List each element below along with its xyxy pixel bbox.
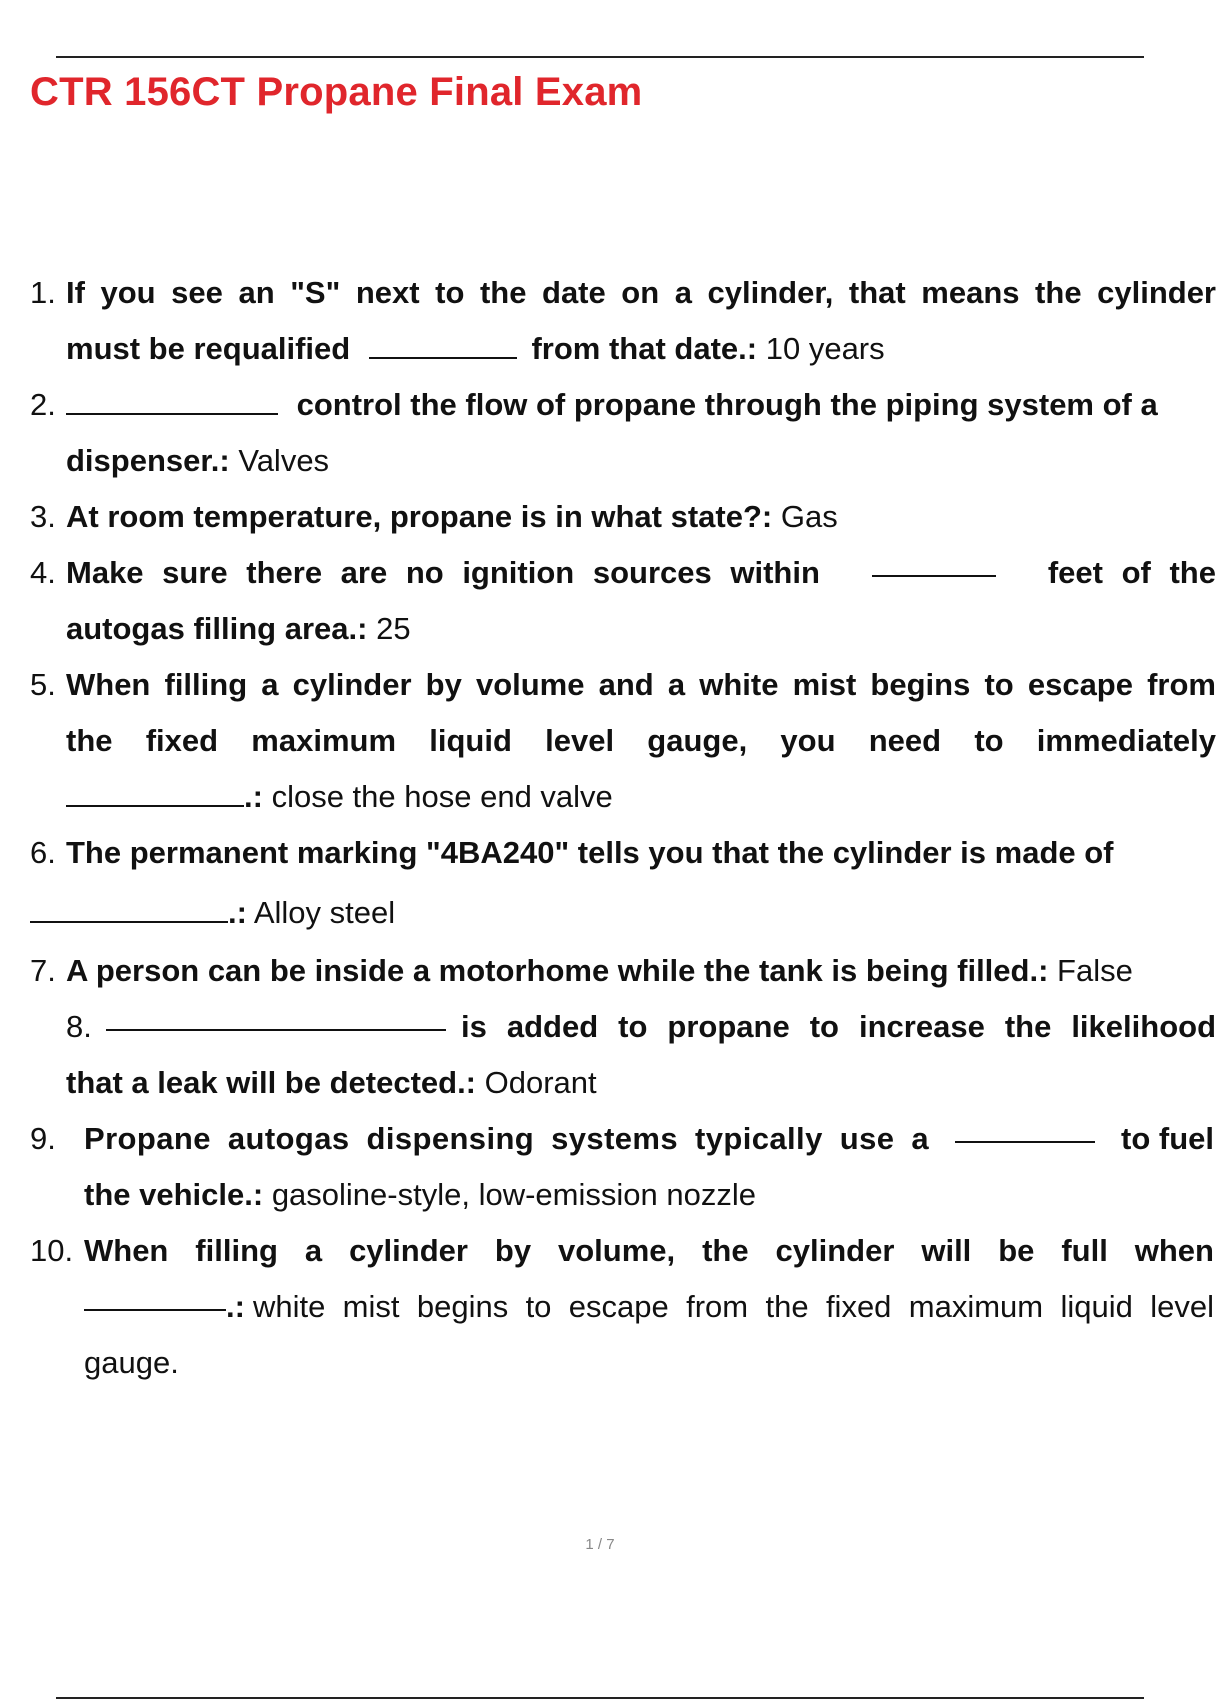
question-2 xyxy=(0,377,1200,489)
answer-text: Odorant xyxy=(484,1065,597,1100)
question-7 xyxy=(0,943,1200,999)
question-stem: dispenser.: xyxy=(66,443,230,478)
question-stem: must be requalified xyxy=(66,331,351,366)
question-stem: the vehicle.: xyxy=(84,1177,264,1212)
question-8 xyxy=(0,999,1216,1111)
question-stem: If you see an "S" next to the date on a cylinder, that means the cylinder xyxy=(66,275,1216,310)
question-stem: .: xyxy=(228,895,247,930)
question-stem: to fuel xyxy=(1121,1121,1214,1156)
question-stem: When filling a cylinder by volume and a white mist begins to escape from xyxy=(66,667,1216,702)
question-stem: from that date.: xyxy=(531,331,758,366)
question-stem: At room temperature, propane is in what state?: xyxy=(66,499,773,534)
question-5 xyxy=(0,657,1216,825)
question-stem: Make sure there are no ignition sources within xyxy=(66,555,820,590)
header-rule xyxy=(56,56,1144,58)
question-number: 1. xyxy=(30,275,56,310)
question-stem: Propane autogas dispensing systems typically use a xyxy=(84,1121,929,1156)
question-10 xyxy=(0,1223,1214,1391)
answer-text: white mist begins to escape from the fixed maximum liquid level xyxy=(252,1289,1214,1324)
answer-blank xyxy=(955,1111,1095,1143)
answer-blank xyxy=(106,999,446,1031)
question-number: 5. xyxy=(30,667,56,702)
question-number: 7. xyxy=(30,953,56,988)
question-stem: When filling a cylinder by volume, the cylinder will be full when xyxy=(84,1233,1214,1268)
question-1 xyxy=(0,265,1216,377)
answer-text: Gas xyxy=(780,499,838,534)
question-stem: that a leak will be detected.: xyxy=(66,1065,477,1100)
answer-text: Alloy steel xyxy=(253,895,396,930)
question-stem: .: xyxy=(226,1289,245,1324)
answer-text: 25 xyxy=(376,611,411,646)
page-indicator: 1 / 7 xyxy=(585,1536,615,1553)
question-9 xyxy=(0,1111,1214,1223)
question-number: 4. xyxy=(30,555,56,590)
answer-blank xyxy=(872,545,996,577)
question-number: 3. xyxy=(30,499,56,534)
question-number: 6. xyxy=(30,835,56,870)
answer-blank xyxy=(30,891,228,923)
answer-text: close the hose end valve xyxy=(271,779,613,814)
footer-rule xyxy=(56,1697,1144,1699)
question-stem: .: xyxy=(244,779,263,814)
question-3 xyxy=(0,489,1200,545)
question-stem: feet of the xyxy=(1047,555,1216,590)
answer-text: 10 years xyxy=(765,331,885,366)
answer-text: False xyxy=(1057,953,1133,988)
question-number: 8. xyxy=(66,1009,92,1044)
answer-text: gauge. xyxy=(84,1345,179,1380)
answer-text: gasoline-style, low-emission nozzle xyxy=(271,1177,756,1212)
answer-blank xyxy=(84,1279,226,1311)
question-number: 9. xyxy=(30,1121,56,1156)
question-6 xyxy=(0,825,1200,941)
document-title: CTR 156CT Propane Final Exam xyxy=(30,70,643,114)
question-4 xyxy=(0,545,1216,657)
answer-blank xyxy=(66,775,244,807)
question-stem: the fixed maximum liquid level gauge, you need to immediately xyxy=(66,723,1216,758)
question-stem: control the flow of propane through the piping system of a xyxy=(296,387,1158,422)
answer-blank xyxy=(66,383,278,415)
answer-text: Valves xyxy=(238,443,330,478)
question-list xyxy=(0,265,1216,1391)
question-number: 10. xyxy=(30,1233,74,1268)
question-number: 2. xyxy=(30,387,56,422)
question-stem: is added to propane to increase the likelihood xyxy=(461,1009,1216,1044)
question-stem: A person can be inside a motorhome while the tank is being filled.: xyxy=(66,953,1049,988)
question-stem: autogas filling area.: xyxy=(66,611,368,646)
answer-blank xyxy=(369,327,517,359)
question-stem: The permanent marking "4BA240" tells you that the cylinder is made of xyxy=(66,835,1114,870)
